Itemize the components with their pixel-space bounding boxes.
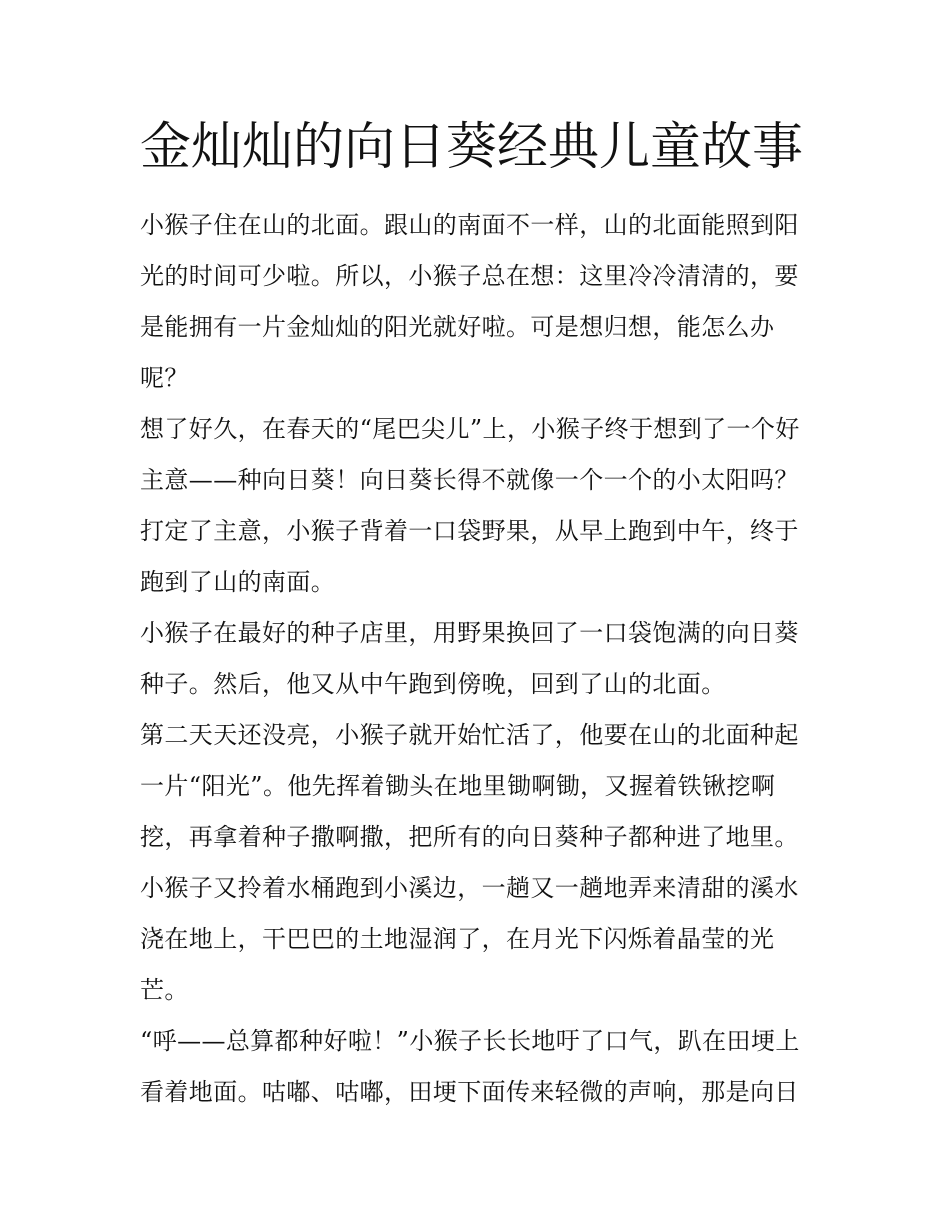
paragraph: 第二天天还没亮，小猴子就开始忙活了，他要在山的北面种起一片“阳光”。他先挥着锄头在地里锄啊锄，又握着铁锹挖啊挖，再拿着种子撒啊撒，把所有的向日葵种子都种进了地里。小猴子又拎着水桶跑到小溪边，一趟又一趟地弄来清甜的溪水浇在地上，干巴巴的土地湿润了，在月光下闪烁着晶莹的光芒。: [140, 721, 799, 1004]
paragraph: 想了好久，在春天的“尾巴尖儿”上，小猴子终于想到了一个好主意——种向日葵！向日葵长得不就像一个一个的小太阳吗？打定了主意，小猴子背着一口袋野果，从早上跑到中午，终于跑到了山的南面。: [140, 415, 800, 596]
paragraph: “呼——总算都种好啦！”小猴子长长地吁了口气，趴在田埂上看着地面。咕嘟、咕嘟，田埂下面传来轻微的声响，那是向日: [140, 1027, 800, 1106]
document-body: [140, 200, 820, 1118]
document-title: 金灿灿的向日葵经典儿童故事: [140, 118, 804, 177]
paragraph: 小猴子住在山的北面。跟山的南面不一样，山的北面能照到阳光的时间可少啦。所以，小猴子总在想：这里冷冷清清的，要是能拥有一片金灿灿的阳光就好啦。可是想归想，能怎么办呢？: [140, 211, 799, 392]
paragraph: 小猴子在最好的种子店里，用野果换回了一口袋饱满的向日葵种子。然后，他又从中午跑到傍晚，回到了山的北面。: [140, 619, 799, 698]
